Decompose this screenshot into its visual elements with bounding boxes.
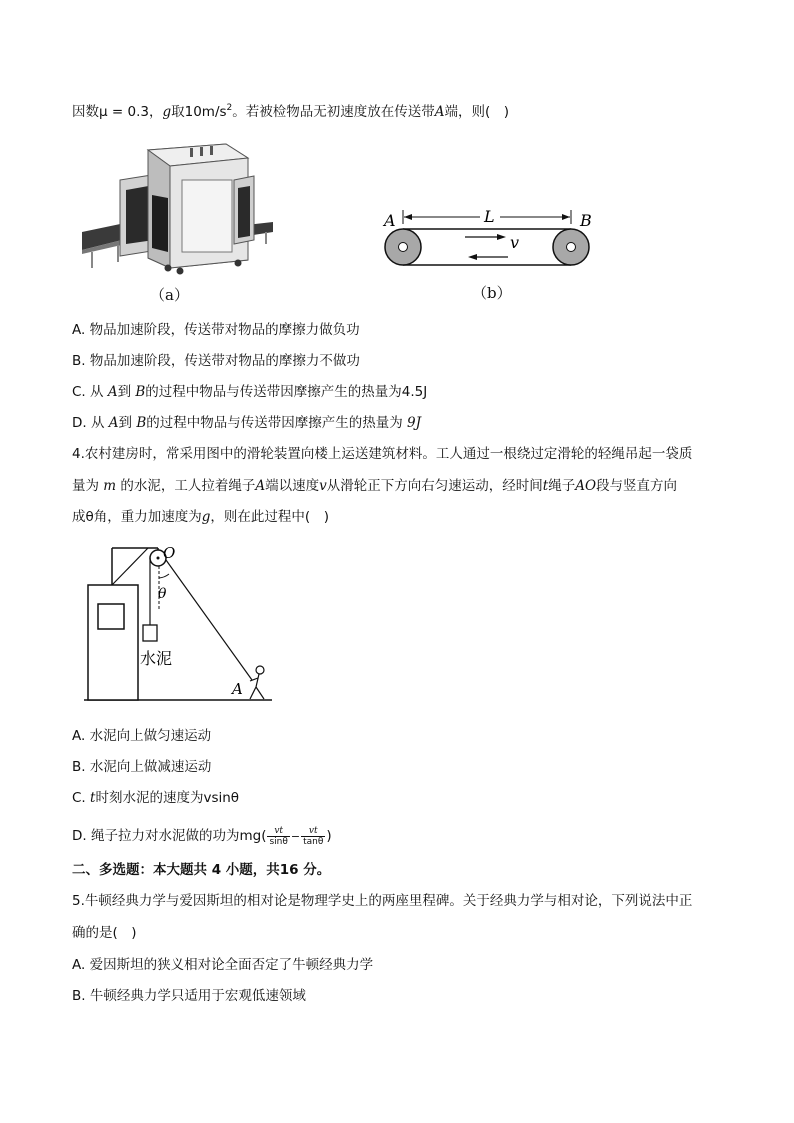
label-A: A — [384, 211, 396, 230]
q4d-minus: − — [290, 830, 301, 843]
q3-option-d — [72, 413, 421, 433]
intro-text-4: 端，则( ) — [444, 104, 510, 120]
figure-b-caption: （b） — [472, 284, 512, 302]
cement-bag — [143, 625, 157, 641]
fraction-2 — [301, 826, 325, 847]
label-cement: 水泥 — [140, 649, 173, 668]
intro-g: g — [162, 104, 172, 120]
q4-stem-line-3 — [72, 507, 329, 527]
label-v: v — [510, 233, 520, 252]
q4-g: g — [201, 509, 211, 525]
q3d-A: A — [108, 415, 119, 431]
figure-a-caption: （a） — [150, 286, 189, 304]
label-O: O — [163, 544, 176, 562]
worker-head — [256, 666, 264, 674]
q4c-post: 时刻水泥的速度为vsinθ — [95, 790, 240, 806]
frac1-num: vt — [267, 826, 289, 837]
intro-text-1: 因数μ = 0.3， — [72, 104, 163, 120]
q5-stem-line-1: 5.牛顿经典力学与爱因斯坦的相对论是物理学史上的两座里程碑。关于经典力学与相对论，下列说法中正 — [72, 893, 693, 909]
frac2-den: tanθ — [303, 836, 324, 847]
q3c-text-2: 到 — [117, 384, 136, 400]
q4d-pre: D. 绳子拉力对水泥做的功为mg( — [72, 828, 267, 844]
q3c-A: A — [107, 384, 118, 400]
label-L: L — [484, 207, 495, 226]
q5-option-b: B. 牛顿经典力学只适用于宏观低速领域 — [72, 988, 306, 1004]
frac2-num: vt — [301, 826, 325, 837]
building — [88, 585, 138, 700]
q5-stem-line-2: 确的是( ) — [72, 925, 137, 941]
q3d-text-1: D. 从 — [72, 415, 109, 431]
q4d-post: ) — [326, 828, 332, 844]
q4-option-c — [72, 788, 239, 808]
label-theta: θ — [158, 586, 167, 602]
q4-l3-b: ，则在此过程中( ) — [210, 509, 329, 525]
intro-A: A — [434, 104, 445, 120]
figure-b-conveyor-diagram — [380, 200, 600, 280]
intro-text-2: 取10m/s — [171, 104, 227, 120]
q4-v: v — [319, 478, 327, 494]
q4-option-d — [72, 822, 332, 851]
q3d-text-3: 的过程中物品与传送带因摩擦产生的热量为 — [146, 415, 408, 431]
intro-sup: 2 — [226, 103, 233, 113]
label-A-worker: A — [232, 680, 243, 698]
q4-option-a: A. 水泥向上做匀速运动 — [72, 728, 212, 744]
q4-l2-b: 的水泥，工人拉着绳子 — [116, 478, 256, 494]
intro-line — [72, 102, 509, 122]
q3-option-c — [72, 382, 427, 402]
q4-stem-line-2 — [72, 476, 677, 496]
q4-l2-f: 段与竖直方向 — [596, 478, 678, 494]
q3d-text-2: 到 — [118, 415, 137, 431]
q4-stem-line-1: 4.农村建房时，常采用图中的滑轮装置向楼上运送建筑材料。工人通过一根绕过定滑轮的轻绳吊起一袋质 — [72, 446, 693, 462]
q3d-value: 9J — [407, 415, 422, 431]
q4-m: m — [103, 478, 117, 494]
q4-A: A — [255, 478, 266, 494]
building-window — [98, 604, 124, 629]
label-B: B — [580, 211, 592, 230]
q3c-text-3: 的过程中物品与传送带因摩擦产生的热量为4.5J — [145, 384, 428, 400]
q5-option-a: A. 爱因斯坦的狭义相对论全面否定了牛顿经典力学 — [72, 957, 374, 973]
q4-l2-d: 从滑轮正下方向右匀速运动，经时间 — [326, 478, 543, 494]
intro-text-3: 。若被检物品无初速度放在传送带 — [232, 104, 435, 120]
q4-l2-c: 端以速度 — [265, 478, 320, 494]
q4-l2-e: 绳子 — [548, 478, 576, 494]
q4c-pre: C. — [72, 790, 91, 806]
q3d-B: B — [136, 415, 147, 431]
q4-l2-a: 量为 — [72, 478, 104, 494]
q4-l3-a: 成θ角，重力加速度为 — [72, 509, 202, 525]
q4-t: t — [542, 478, 549, 494]
q4c-t: t — [90, 790, 96, 806]
q4-option-b: B. 水泥向上做减速运动 — [72, 759, 212, 775]
q3-option-a: A. 物品加速阶段，传送带对物品的摩擦力做负功 — [72, 322, 360, 338]
frac1-den: sinθ — [269, 836, 288, 847]
fraction-1 — [267, 826, 289, 847]
q4-AO: AO — [575, 478, 597, 494]
q3c-B: B — [135, 384, 146, 400]
q3c-text-1: C. 从 — [72, 384, 108, 400]
q3-option-b: B. 物品加速阶段，传送带对物品的摩擦力不做功 — [72, 353, 360, 369]
section-2-title: 二、多选题：本大题共 4 小题，共16 分。 — [72, 862, 331, 878]
q4-pulley-figure — [80, 540, 280, 705]
